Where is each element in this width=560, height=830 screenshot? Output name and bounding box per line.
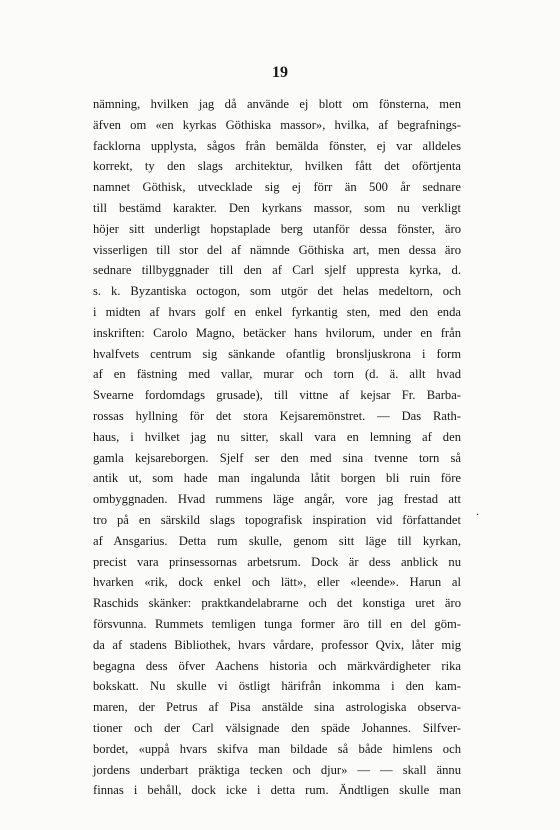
text-line: da af stadens Bibliothek, hvars vårdare, professor Qvix, låter mig — [93, 637, 461, 652]
text-line: till bestämd karakter. Den kyrkans massor, som nu verkligt — [93, 200, 461, 215]
text-line: finnas i behåll, dock icke i detta rum. Ändtligen skulle man — [93, 783, 461, 798]
text-line: hvalfvets centrum sig sänkande ofantlig bronsljuskrona i form — [93, 346, 461, 361]
text-line: af en fästning med vallar, murar och torn (d. ä. allt hvad — [93, 367, 461, 382]
text-line: haus, i hvilket jag nu sitter, skall vara en lemning af den — [93, 429, 461, 444]
text-line: rossas hyllning för det stora Kejsaremönstret. — Das Rath- — [93, 408, 461, 423]
text-line: ombyggnaden. Hvad rummens läge angår, vore jag frestad att — [93, 492, 461, 507]
text-line: Svearne fordomdags grusade), till vittne af kejsar Fr. Barba- — [93, 388, 461, 403]
text-line: antik ut, som hade man ingalunda låtit borgen bli ruin före — [93, 471, 461, 486]
text-line: inskriften: Carolo Magno, betäcker hans hvilorum, under en från — [93, 325, 461, 340]
text-line: tro på en särskild slags topografisk inspiration vid författandet — [93, 512, 461, 527]
text-line: bokskatt. Nu skulle vi östligt härifrån inkomma i den kam- — [93, 679, 461, 694]
text-line: äfven om «en kyrkas Göthiska massor», hvilka, af begrafnings- — [93, 117, 461, 132]
text-line: höjer sitt underligt hopstaplade berg utanför dessa fönster, äro — [93, 221, 461, 236]
text-line: korrekt, ty den slags architektur, hvilken fått det oförtjenta — [93, 159, 461, 174]
text-line: precist vara prinsessornas arbetsrum. Dock är dess anblick nu — [93, 554, 461, 569]
text-line: sednare tillbyggnader till den af Carl sjelf uppresta kyrka, d. — [93, 263, 461, 278]
text-line: facklorna upplysta, sågos från bemälda fönster, ej var alldeles — [93, 138, 461, 153]
text-line: tioner och der Carl välsignade den späde Johannes. Silfver- — [93, 720, 461, 735]
text-line: hvarken «rik, dock enkel och lätt», eller «leende». Harun al — [93, 575, 461, 590]
page-number: 19 — [272, 64, 288, 81]
text-line: namnet Göthisk, utvecklade sig ej förr än 500 år sednare — [93, 180, 461, 195]
body-text — [93, 94, 461, 801]
text-line: s. k. Byzantiska octogon, som utgör det helas medeltorn, och — [93, 284, 461, 299]
text-line: af Ansgarius. Detta rum skulle, genom sitt läge till kyrkan, — [93, 533, 461, 548]
text-line: i midten af hvars golf en enkel fyrkantig sten, med den enda — [93, 304, 461, 319]
text-line: visserligen till stor del af nämnde Göthiska art, men dessa äro — [93, 242, 461, 257]
text-line: bordet, «uppå hvars skifva man bildade så både himlens och — [93, 741, 461, 756]
text-line: begagna dess öfver Aachens historia och märkvärdigheter rika — [93, 658, 461, 673]
text-line: Raschids skänker: praktkandelabrarne och det konstiga uret äro — [93, 596, 461, 611]
text-line: nämning, hvilken jag då använde ej blott om fönsterna, men — [93, 97, 461, 111]
margin-mark: . — [476, 504, 479, 518]
text-line: gamla kejsareborgen. Sjelf ser den med sina tvenne torn så — [93, 450, 461, 465]
text-line: jordens underbart präktiga tecken och djur» — — skall ännu — [93, 762, 461, 777]
text-line: försvunna. Rummets temligen tunga former äro till en del göm- — [93, 616, 461, 631]
text-line: maren, der Petrus af Pisa anstälde sina astrologiska observa- — [93, 700, 461, 715]
